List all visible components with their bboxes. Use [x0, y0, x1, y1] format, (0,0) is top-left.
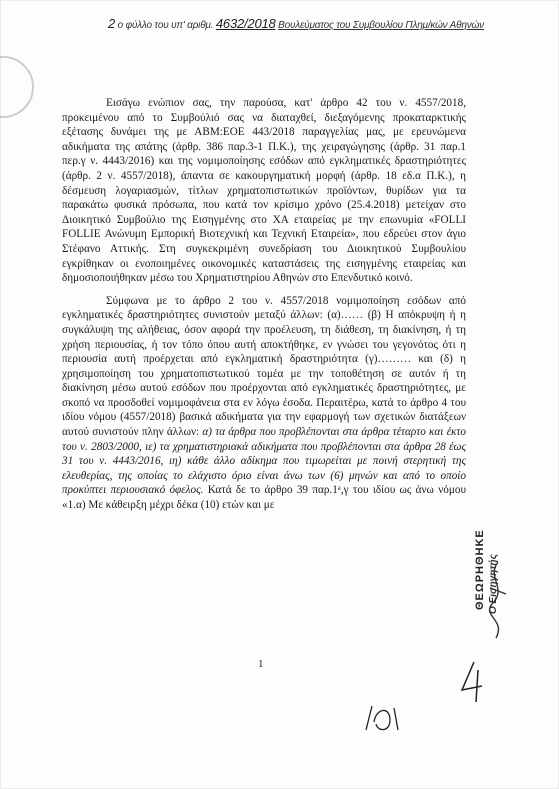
signature-icon [480, 558, 514, 648]
initials-icon [360, 700, 402, 736]
paragraph-italic-provisions: α) τα άρθρα που προβλέπονται στα άρθρα τέταρτο και έκτο του ν. 2803/2000, ιε) τα χρηματιστηριακά αδικήματα που προβλέπονται στα άρθρα 28 έως 31 του ν. 4443/2016, ιη) κάθε άλλο αδίκημα που τιμωρείται με ποινή στερητική της ελευθερίας, της οποίας το ελάχιστο όριο είναι άνω των (6) μηνών και από το οποίο προκύπτει περιουσιακό όφελος. [62, 426, 466, 497]
handwritten-sheet-number: 2 [108, 16, 116, 31]
round-stamp-icon [0, 56, 34, 118]
paragraph-legal-basis [62, 294, 466, 513]
paragraph-lead: Σύμφωνα με το άρθρο 2 του ν. 4557/2018 νομιμοποίηση εσόδων από εγκληματικές δραστηριότητες συνιστούν μεταξύ άλλων: (α)…… (β) Η απόκρυψη ή η συγκάλυψη της αλήθειας, όσον αφορά την προέλευση, τη διάθεση, τη διακίνηση, ή τη χρήση περιουσίας, ή τον τόπο όπου αυτή αποκτήθηκε, εν γνώσει του γεγονότος ότι η περιουσία αυτή προέρχεται από εγκληματική δραστηριότητα (γ)……… και (δ) η χρησιμοποίηση του χρηματοπιστωτικού τομέα με την τοποθέτηση σε αυτόν ή τη διακίνηση μέσω αυτού εσόδων που προέρχονται από εγκληματικές δραστηριότητες, με σκοπό να προσδοθεί νομιμοφάνεια στα εν λόγω έσοδα. Περαιτέρω, κατά το άρθρο 4 του ιδίου νόμου (4557/2018) βασικά αδικήματα για την εφαρμογή των σχετικών διατάξεων αυτού συνιστούν πλην άλλων: [62, 294, 466, 439]
review-stamp-signer: Ο Εισηγητής [488, 554, 499, 614]
document-body [62, 96, 466, 513]
handwritten-decision-number: 4632/2018 [215, 16, 276, 31]
review-stamp-title: ΘΕΩΡΗΘΗΚΕ [474, 529, 486, 610]
paragraph-tail: Κατά δε το άρθρο 39 παρ.1ᵃ,γ του ιδίου ως άνω νόμου «1.α) Με κάθειρξη μέχρι δέκα (10) ετών και με [62, 484, 466, 512]
page-number: 1 [258, 658, 264, 670]
header-sheet-text: ο φύλλο του υπ' αριθμ. [117, 20, 214, 31]
page-header [108, 16, 484, 31]
handwritten-mark-icon [452, 656, 492, 706]
paragraph-intro: Εισάγω ενώπιον σας, την παρούσα, κατ' άρθρο 42 του ν. 4557/2018, προκειμένου από το Συμβούλιό σας να διαταχθεί, διεξαγόμενης προκαταρκτικής εξέτασης δυνάμει της με ΑΒΜ:ΕΟΕ 443/2018 παραγγελίας μας, με ερευνώμενα αδικήματα της απάτης (άρθρ. 386 παρ.3-1 Π.Κ.), της χειραγώγησης (άρθρ. 31 παρ.1 περ.γ ν. 4443/2016) και της νομιμοποίησης εσόδων από εγκληματικές δραστηριότητες (άρθρ. 2 ν. 4557/2018), άπαντα σε κακουργηματική μορφή (άρθρ. 18 εδ.α Π.Κ.), η δέσμευση λογαριασμών, τίτλων χρηματοπιστωτικών προϊόντων, θυρίδων για τα παρακάτω φυσικά πρόσωπα, που κατά τον κρίσιμο χρόνο (25.4.2018) μετείχαν στο Διοικητικό Συμβούλιο της Εισηγμένης στο ΧΑ εταιρείας με την επωνυμία «FOLLI FOLLIE Ανώνυμη Εμπορική Βιοτεχνική και Τεχνική Εταιρεία», που εδρεύει στον άγιο Στέφανο Αττικής. Στη συγκεκριμένη συνεδρίαση του Διοικητικού Συμβουλίου εγκρίθηκαν οι ενοποιημένες οικονομικές καταστάσεις της εισηγμένης εταιρείας και δημοσιοποιήθηκαν μέσω του Χρηματιστηρίου Αθηνών στο Επενδυτικό κοινό. [62, 97, 466, 285]
header-title: Βουλεύματος του Συμβουλίου Πλημ/κών Αθηνών [278, 20, 484, 31]
review-stamp [472, 498, 516, 658]
